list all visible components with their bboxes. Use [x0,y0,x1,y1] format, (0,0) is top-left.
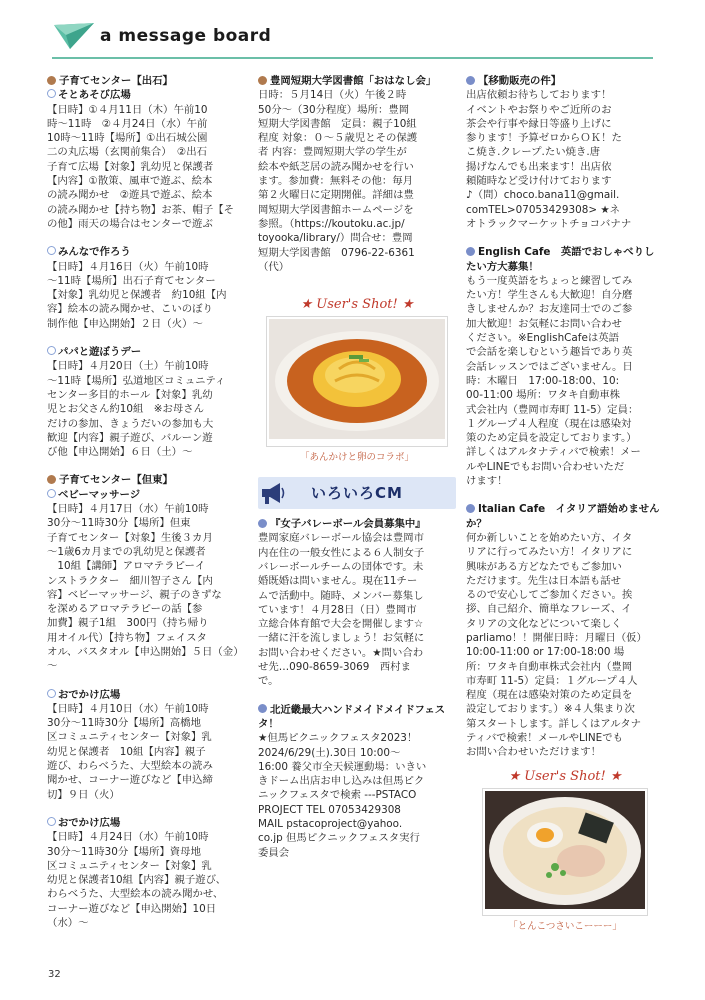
event-text: 【日時】４月17日（水）午前10時 30分〜11時30分【場所】但東 子育てセンター【対象】生後３カ月 〜1歳6カ月までの乳幼児と保護者 10組【講師】アロマテラピーイ ンストラクター 細川智子さん【内 容】ベビーマッサージ、親子のきずな を深めるアロマテラピーの話【参 加費】親子1組 300円（持ち帰り 用オイル代）【持ち物】フェイスタ オル、バスタオル【申込開始】５日（金） 〜 [47,503,244,673]
section-title: 豊岡短期大学図書館「おはなし会」 [258,74,456,88]
cm-section-banner [258,477,456,509]
ad-text: 何か新しいことを始めたい方、イタ リアに行ってみたい方！イタリアに 興味がある方どなたでもご参加い ただけます。先生は日本語も話せ るので安心してご参加ください。挨 拶、自己紹介、簡単なフレーズ、イ タリアの文化などについて楽しく parliamo！！開催日時：月曜日（仮） 10:00-11:00 or 17:00-18:00 場 所：ワタキ自動車株式会社内（豊岡 市寿町 11-5）定員：１グループ４人 程度（現在は感染対策のため定員を 設定しております。）※４人集まり次 第スタートします。詳しくはアルタナ ティバで検索！メールやLINEでも お問い合わせいただけます！ [466,531,647,759]
section-title: 北近畿最大ハンドメイドメイドフェスタ！ [258,703,446,730]
ring-bullet-icon [47,817,56,826]
food-photo-icon [485,791,645,909]
event-text: 【日時】①４月11日（木）午前10 時〜11時 ②４月24日（水）午前 10時〜11時【場所】①出石城公園 二の丸広場（玄関前集合） ②出石 子育て広場【対象】乳幼児と保護者 【内容】①散策、風車で遊ぶ、絵本 の読み聞かせ ②遊具で遊ぶ、絵本 の読み聞かせ【持ち物】お茶、帽子【そ の他】雨天の場合はセンターで遊ぶ [47,103,235,230]
bullet-dot-icon [258,704,267,713]
megaphone-icon [256,478,286,508]
cm-title: いろいろCM [311,483,403,502]
bullet-dot-icon [466,76,475,85]
section-title: 子育てセンター【出石】 [47,74,245,88]
ad-text: 出店依頼お待ちしております！ イベントやお祭りやご近所のお 茶会や行事や縁日等盛り上げに 参ります！予算ゼロからＯＫ！た こ焼き.クレープ.たい焼き.唐 揚げなんでも出来ます！出店依 頼随時など受け付けております ♪（問）choco.bana11@gmail. comTEL>07053429308> ★ネ オトラックマーケットチョコバナナ [466,89,632,230]
users-shot-label: ★ User's Shot! ★ [508,768,622,784]
subsection-title: みんなで作ろう [47,245,245,259]
users-shot-label: ★ User's Shot! ★ [300,297,414,313]
bullet-dot-icon [258,76,267,85]
ad-text: ★但馬ピクニックフェスタ2023！ 2024/6/29(土).30日 10:00〜 16:00 養父市全天候運動場：いきい きドーム出店お申し込みは但馬ピク ニックフェスタで検索 ---PSTACO PROJECT TEL 07053429308 MAIL pstacoproject@yahoo. co.jp 但馬ピクニックフェスタ実行 委員会 [258,732,427,859]
event-text: 【日時】４月20日（土）午前10時 〜11時【場所】弘道地区コミュニティ センター多目的ホール【対象】乳幼 児とお父さん約10組 ※お母さん だけの参加、きょうだいの参加も大 歓迎【内容】親子遊び、バルーン遊 び他【申込開始】６日（土）〜 [47,360,226,459]
event-text: 【日時】４月10日（水）午前10時 30分〜11時30分【場所】高橋地 区コミュニティセンター【対象】乳 幼児と保護者 10組【内容】親子 遊び、わらべうた、大型絵本の読み 聞かせ、コーナー遊びなど【申込締 切】９日（火） [47,702,213,801]
header-divider [52,57,653,59]
ring-bullet-icon [47,689,56,698]
column-1 [47,74,245,930]
event-text: 日時：５月14日（火）午後２時 50分〜（30分程度）場所：豊岡 短期大学図書館 定員：親子10組 程度 対象：０〜５歳児とその保護 者 内容：豊岡短期大学の学生が 絵本や紙芝居の読み聞かせを行い ます。参加費：無料その他：毎月 第２火曜日に定期開催。詳細は豊 岡短期大学図書館ホームページを 参照。（https://koutoku.ac.jp/ toyooka/library/）問合せ：豊岡 短期大学図書館 0796-22-6361 （代） [258,89,418,273]
ring-bullet-icon [47,89,56,98]
subsection-title: パパと遊ぼうデー [47,345,245,359]
subsection-title: そとあそび広場 [47,88,245,102]
column-3 [466,74,664,935]
subsection-title: おでかけ広場 [47,816,245,830]
page-number: 32 [48,969,61,980]
bullet-dot-icon [466,247,475,256]
food-photo-icon [269,319,445,439]
section-title: Italian Cafe イタリア語始めませんか？ [466,503,660,530]
paper-plane-icon [52,21,96,51]
ring-bullet-icon [47,489,56,498]
photo-caption: 「あんかけと卵のコラボ」 [299,451,414,463]
section-title: 『女子バレーボール会員募集中』 [258,517,456,531]
section-title: 【移動販売の件】 [466,74,664,88]
event-text: 【日時】４月16日（火）午前10時 〜11時【場所】出石子育てセンター 【対象】乳幼児と保護者 約10組【内 容】絵本の読み聞かせ、こいのぼり 制作他【申込開始】２日（火）〜 [47,260,227,330]
photo-caption: 「とんこつさいこーーー」 [508,921,622,933]
section-title: 子育てセンター【但東】 [47,473,245,487]
subsection-title: ベビーマッサージ [47,488,245,502]
subsection-title: おでかけ広場 [47,688,245,702]
ring-bullet-icon [47,246,56,255]
event-text: 【日時】４月24日（水）午前10時 30分〜11時30分【場所】資母地 区コミュニティセンター【対象】乳 幼児と保護者10組【内容】親子遊び、 わらべうた、大型絵本の読み聞かせ、 コーナー遊びなど【申込開始】10日 （水）〜 [47,831,227,930]
column-2 [258,74,456,860]
section-title: English Cafe 英語でおしゃべりしたい方大募集！ [466,246,655,273]
bullet-dot-icon [258,519,267,528]
ad-text: もう一度英語をちょっと練習してみ たい方！学生さんも大歓迎！自分磨 きしませんか？お友達同士でのご参 加大歓迎！お気軽にお問い合わせ ください。※EnglishCafeは英語 で会話を楽しむという趣旨であり英 会話レッスンではございません。日 時：木曜日 17:00-18:00、10: 00-11:00 場所：ワタキ自動車株 式会社内（豊岡市寿町 11-5）定員： １グループ４人程度（現在は感染対 策のため定員を設定しております。） 詳しくはアルタナティバで検索！メー ルやLINEでもお問い合わせいただ けます！ [466,274,641,488]
bullet-dot-icon [47,475,56,484]
photo-ramen [482,788,648,916]
bullet-dot-icon [47,76,56,85]
header-title: a message board [100,26,272,46]
photo-tenshinhan [266,316,448,446]
ring-bullet-icon [47,346,56,355]
bullet-dot-icon [466,504,475,513]
page-header [52,20,271,52]
ad-text: 豊岡家庭バレーボール協会は豊岡市 内在住の一般女性による６人制女子 バレーボールチームの団体です。未 婚既婚は問いません。現在11チー ムで活動中。随時、メンバー募集し ています！４月28日（日）豊岡市 立総合体育館で大会を開催します☆ 一緒に汗を流しましょう！お気軽に お問い合わせください。★問い合わ せ先…090-8659-3069 西村ま で。 [258,532,425,688]
